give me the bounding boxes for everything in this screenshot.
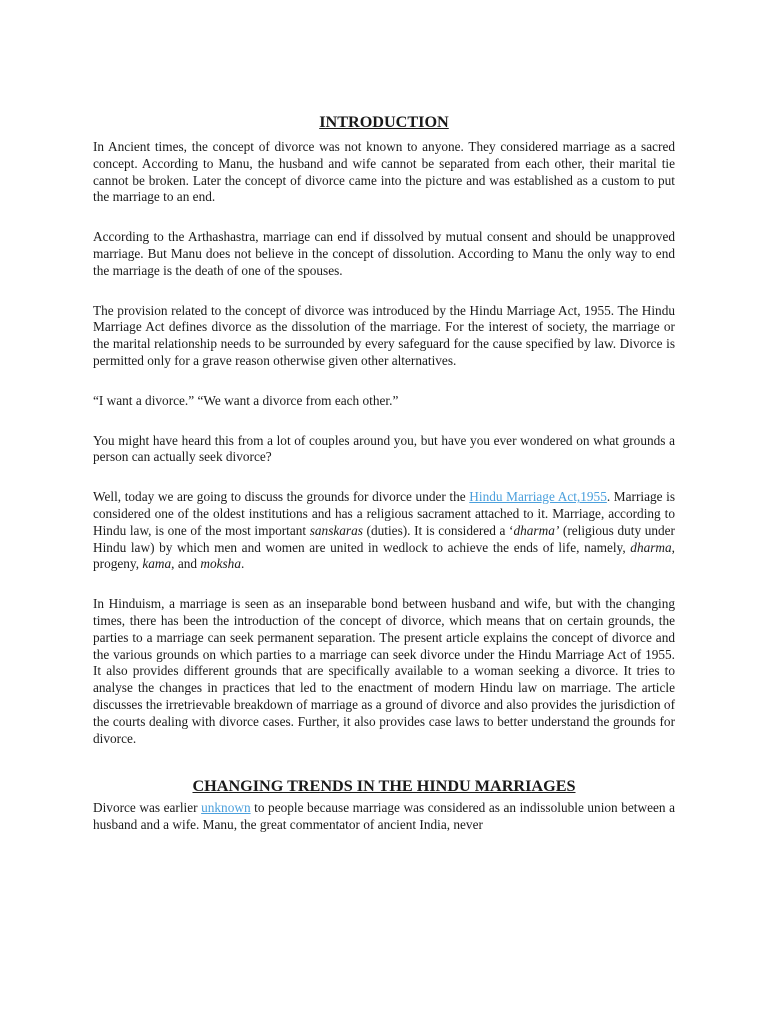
italic-term: sanskaras xyxy=(309,522,363,538)
paragraph-hinduism: In Hinduism, a marriage is seen as an inseparable bond between husband and wife, but with the changing times, there has been the introduction of the concept of divorce, which means that on certain grounds, the parties to a marriage can seek permanent separation. The present article explains the concept of divorce and the various grounds on which parties to a marriage can seek divorce under the Hindu Marriage Act of 1955. It also provides different grounds that are specifically available to a woman seeking a divorce. It tries to analyse the changes in practices that led to the enactment of modern Hindu law on marriage. The article discusses the irretrievable breakdown of marriage as a ground of divorce and also provides the jurisdiction of the courts dealing with divorce cases. Further, it also provides case laws to better understand the grounds for divorce. xyxy=(93,596,675,746)
text-span: Well, today we are going to discuss the grounds for divorce under the xyxy=(93,489,470,505)
document-page xyxy=(93,112,675,834)
italic-term: dharma xyxy=(630,539,672,555)
text-span: , and xyxy=(171,556,201,572)
italic-term: moksha xyxy=(200,556,241,572)
paragraph-divorce-earlier xyxy=(93,800,675,834)
text-span: to people because marriage was considered as an indissoluble union between a husband and a wife. Manu, the great commentator of ancient India, never xyxy=(93,800,675,833)
paragraph-arthashastra: According to the Arthashastra, marriage can end if dissolved by mutual consent and should be unapproved marriage. But Manu does not believe in the concept of dissolution. According to Manu the only way to end the marriage is the death of one of the spouses. xyxy=(93,229,675,278)
changing-trends-heading: CHANGING TRENDS IN THE HINDU MARRIAGES xyxy=(192,777,576,796)
text-span: (religious duty under Hindu law) by which men and women are united in wedlock to achieve the ends of life, namely, xyxy=(93,522,675,555)
text-span: (duties). It is considered a ‘ xyxy=(362,522,514,538)
text-span: , progeny, xyxy=(93,539,675,572)
text-span: . xyxy=(240,556,245,572)
paragraph-grounds xyxy=(93,489,675,573)
unknown-link[interactable]: unknown xyxy=(201,800,251,816)
paragraph-ancient-times: In Ancient times, the concept of divorce was not known to anyone. They considered marriage as a sacred concept. According to Manu, the husband and wife cannot be separated from each other, their marital tie cannot be broken. Later the concept of divorce came into the picture and was established as a custom to put the marriage to an end. xyxy=(93,139,675,205)
paragraph-provision: The provision related to the concept of divorce was introduced by the Hindu Marriage Act, 1955. The Hindu Marriage Act defines divorce as the dissolution of the marriage. For the interest of society, the marriage or the marital relationship needs to be surrounded by every safeguard for the cause specified by law. Divorce is permitted only for a grave reason otherwise given other alternatives. xyxy=(93,302,675,368)
introduction-heading: INTRODUCTION xyxy=(319,113,449,131)
text-span: . Marriage is considered one of the oldest institutions and has a religious sacrament attached to it. Marriage, according to Hindu law, is one of the most important xyxy=(93,489,675,538)
italic-term: dharma’ xyxy=(513,522,560,538)
text-span: Divorce was earlier xyxy=(93,800,202,816)
hindu-marriage-act-link[interactable]: Hindu Marriage Act,1955 xyxy=(469,489,607,505)
italic-term: kama xyxy=(142,556,172,572)
paragraph-quote: “I want a divorce.” “We want a divorce from each other.” xyxy=(93,392,399,408)
paragraph-question: You might have heard this from a lot of couples around you, but have you ever wondered on what grounds a person can actually seek divorce? xyxy=(93,432,675,465)
